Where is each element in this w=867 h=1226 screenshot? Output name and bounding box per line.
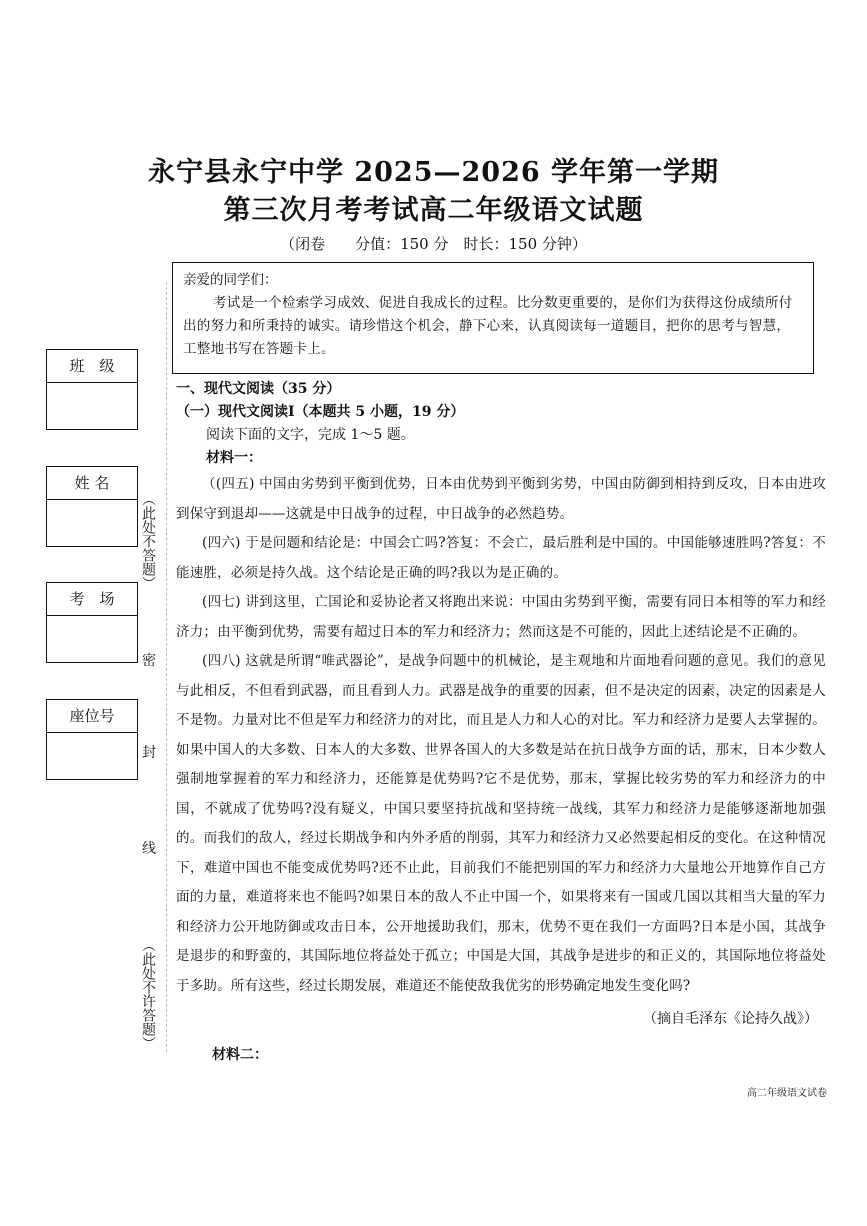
notice-greeting: 亲爱的同学们： — [183, 272, 278, 288]
exam-room-label: 考 场 — [47, 583, 137, 616]
passage-paragraph: (四八) 这就是所谓“唯武器论”，是战争问题中的机械论，是主观地和片面地看问题的意见。我们的意见与此相反，不但看到武器，而且看到人力。武器是战争的重要的因素，但不是决定的因素，决定的因素是人不是物。力量对比不但是军力和经济力的对比，而且是人力和人心的对比。军力和经济力是要人去掌握的。如果中国人的大多数、日本人的大多数、世界各国人的大多数是站在抗日战争方面的话，那末，日本少数人强制地掌握着的军力和经济力，还能算是优势吗?它不是优势，那末，掌握比较劣势的军力和经济力的中国，不就成了优势吗?没有疑义，中国只要坚持抗战和坚持统一战线，其军力和经济力是能够逐渐地加强的。而我们的敌人，经过长期战争和内外矛盾的削弱，其军力和经济力又必然要起相反的变化。在这种情况下，难道中国也不能变成优势吗?还不止此，目前我们不能把别国的军力和经济力大量地公开地算作自己方面的力量，难道将来也不能吗?如果日本的敌人不止中国一个，如果将来有一国或几国以其相当大量的军力和经济力公开地防御或攻击日本，公开地援助我们，那末，优势不更在我们一方面吗?日本是小国，其战争是退步的和野蛮的，其国际地位将益处于孤立；中国是大国，其战争是进步的和正义的，其国际地位将益处于多助。所有这些，经过长期发展，难道还不能使敌我优劣的形势确定地发生变化吗? — [176, 653, 826, 994]
no-answer-note-upper: （此处不答题） — [140, 492, 156, 590]
reading-instruction: 阅读下面的文字，完成 1～5 题。 — [206, 427, 415, 443]
page-footer-label: 高二年级语文试卷 — [747, 1088, 827, 1099]
name-label: 姓 名 — [47, 467, 137, 500]
exam-title-line1: 永宁县永宁中学 2025—2026 学年第一学期 — [147, 157, 720, 188]
seat-number-field — [46, 699, 138, 780]
name-field — [46, 466, 138, 547]
exam-room-blank — [47, 616, 137, 662]
exam-subtitle: （闭卷 分值：150 分 时长：150 分钟） — [280, 235, 587, 253]
student-notice-box — [172, 262, 814, 374]
seat-number-label: 座位号 — [47, 700, 137, 733]
reading-section — [176, 378, 826, 1070]
seal-char-mi: 密 — [142, 653, 156, 669]
seal-char-xian: 线 — [142, 841, 156, 857]
passage-paragraph: (四七) 讲到这里，亡国论和妥协论者又将跑出来说：中国由劣势到平衡，需要有同日本相等的军力和经济力；由平衡到优势，需要有超过日本的军力和经济力；然而这是不可能的，因此上述结论是不正确的。 — [176, 594, 826, 640]
section-heading: 一、现代文阅读（35 分） — [176, 381, 341, 397]
material-two-label: 材料二： — [212, 1046, 268, 1063]
notice-body: 考试是一个检索学习成效、促进自我成长的过程。比分数更重要的，是你们为获得这份成绩所付出的努力和所秉持的诚实。请珍惜这个机会，静下心来，认真阅读每一道题目，把你的思考与智慧，工整地书写在答题卡上。 — [183, 295, 793, 357]
passage-source: （摘自毛泽东《论持久战》） — [643, 1011, 818, 1027]
name-blank — [47, 500, 137, 546]
binding-line — [166, 282, 167, 1052]
material-one-label: 材料一： — [206, 450, 262, 466]
subsection-heading: （一）现代文阅读Ⅰ（本题共 5 小题，19 分） — [176, 404, 465, 420]
class-label: 班 级 — [47, 350, 137, 383]
class-blank — [47, 383, 137, 429]
passage-paragraph: （(四五) 中国由劣势到平衡到优势，日本由优势到平衡到劣势，中国由防御到相持到反攻，日本由进攻到保守到退却——这就是中日战争的过程，中日战争的必然趋势。 — [176, 476, 826, 522]
class-field — [46, 349, 138, 430]
seat-number-blank — [47, 733, 137, 779]
exam-title-line2: 第三次月考考试高二年级语文试题 — [223, 195, 644, 226]
no-answer-note-lower: （此处不许答题） — [140, 938, 156, 1050]
exam-room-field — [46, 582, 138, 663]
seal-char-feng: 封 — [142, 745, 156, 761]
passage-paragraph: (四六) 于是问题和结论是：中国会亡吗?答复：不会亡，最后胜利是中国的。中国能够速胜吗?答复：不能速胜，必须是持久战。这个结论是正确的吗?我以为是正确的。 — [176, 535, 826, 581]
